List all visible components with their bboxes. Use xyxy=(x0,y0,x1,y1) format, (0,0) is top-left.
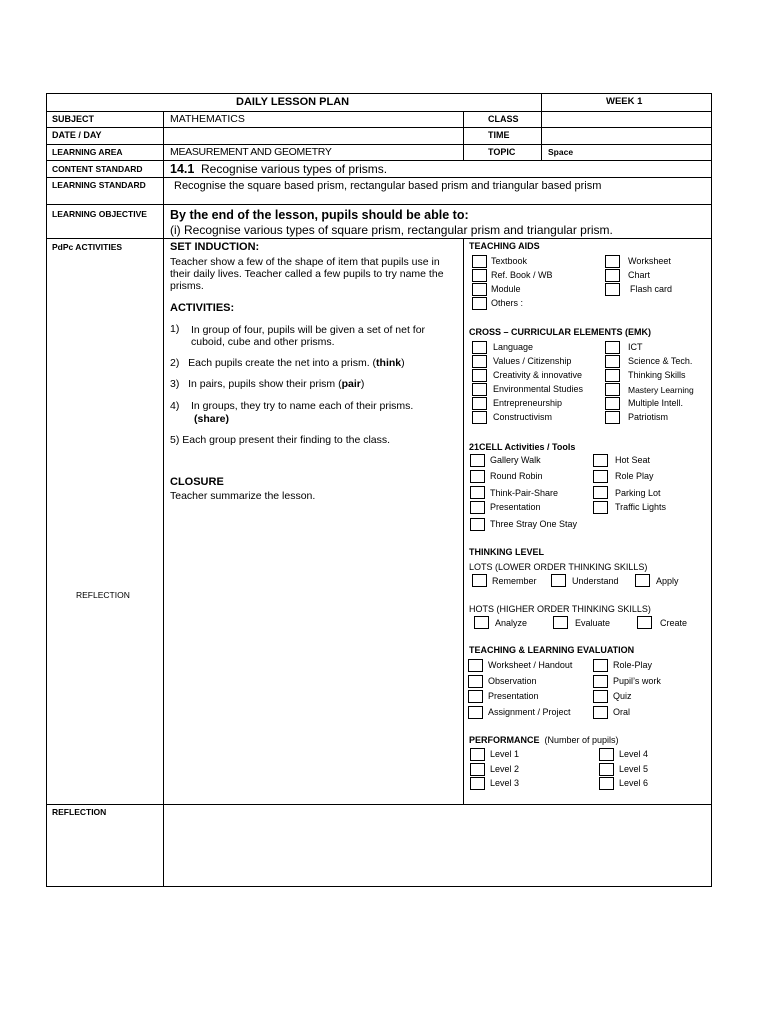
performance-level-6: Level 6 xyxy=(619,778,649,788)
learning-area-value: MEASUREMENT AND GEOMETRY xyxy=(170,146,332,158)
checkbox-thinking-skills[interactable] xyxy=(605,369,620,382)
cell21-traffic-lights: Traffic Lights xyxy=(615,502,667,512)
activities-title: ACTIVITIES: xyxy=(170,302,235,314)
emk-multiple-intell: Multiple Intell. xyxy=(628,398,684,408)
activity-1-text: In group of four, pupils will be given a set of net for cuboid, cube and other prisms. xyxy=(191,324,426,348)
date-label: DATE / DAY xyxy=(52,130,102,140)
checkbox-environmental[interactable] xyxy=(472,383,487,396)
emk-language: Language xyxy=(493,342,534,352)
reflection-side-label: REFLECTION xyxy=(76,590,130,600)
performance-heading xyxy=(469,736,619,745)
checkbox-think-pair-share[interactable] xyxy=(470,486,485,499)
performance-level-1: Level 1 xyxy=(490,749,520,759)
checkbox-oral[interactable] xyxy=(593,706,608,719)
activity-2-number: 2) xyxy=(170,357,180,369)
performance-title: PERFORMANCE xyxy=(469,735,540,745)
eval-oral: Oral xyxy=(613,707,631,717)
activity-4-text: In groups, they try to name each of their prisms. xyxy=(191,400,414,412)
class-label: CLASS xyxy=(488,114,519,124)
aid-others: Others : xyxy=(491,298,524,308)
checkbox-quiz[interactable] xyxy=(593,690,608,703)
activity-4-number: 4) xyxy=(170,400,180,412)
aid-textbook: Textbook xyxy=(491,256,528,266)
activity-2 xyxy=(170,358,405,369)
checkbox-level-3[interactable] xyxy=(470,777,485,790)
activity-5-text: 5) Each group present their finding to the class. xyxy=(170,434,391,446)
hots-analyze: Analyze xyxy=(495,618,528,628)
checkbox-gallery-walk[interactable] xyxy=(470,454,485,467)
eval-assignment: Assignment / Project xyxy=(488,707,571,717)
aid-worksheet: Worksheet xyxy=(628,256,671,266)
checkbox-traffic-lights[interactable] xyxy=(593,501,608,514)
eval-presentation: Presentation xyxy=(488,691,539,701)
checkbox-pupils-work[interactable] xyxy=(593,675,608,688)
emk-thinking-skills: Thinking Skills xyxy=(628,370,686,380)
set-induction-title: SET INDUCTION: xyxy=(170,241,260,253)
checkbox-create[interactable] xyxy=(637,616,652,629)
activity-1-number: 1) xyxy=(170,323,180,335)
eval-observation: Observation xyxy=(488,676,537,686)
activity-2-text: Each pupils create the net into a prism. ( xyxy=(188,357,377,369)
checkbox-parking-lot[interactable] xyxy=(593,486,608,499)
activity-2-end: ) xyxy=(401,357,405,369)
learning-standard-label: LEARNING STANDARD xyxy=(52,180,146,190)
performance-subtitle: (Number of pupils) xyxy=(544,735,619,745)
checkbox-entrepreneurship[interactable] xyxy=(472,397,487,410)
activity-3 xyxy=(170,379,364,390)
checkbox-remember[interactable] xyxy=(472,574,487,587)
subject-value: MATHEMATICS xyxy=(170,113,245,125)
checkbox-role-play[interactable] xyxy=(593,470,608,483)
emk-entrepreneurship: Entrepreneurship xyxy=(493,398,563,408)
emk-constructivism: Constructivism xyxy=(493,412,553,422)
checkbox-understand[interactable] xyxy=(551,574,566,587)
activity-3-bold: pair xyxy=(341,378,361,390)
eval-role-play: Role-Play xyxy=(613,660,653,670)
checkbox-flash-card[interactable] xyxy=(605,283,620,296)
checkbox-round-robin[interactable] xyxy=(470,470,485,483)
emk-mastery-learning: Mastery Learning xyxy=(628,385,694,395)
eval-worksheet-handout: Worksheet / Handout xyxy=(488,660,573,670)
checkbox-level-5[interactable] xyxy=(599,763,614,776)
lots-title: LOTS (LOWER ORDER THINKING SKILLS) xyxy=(469,562,648,572)
checkbox-module[interactable] xyxy=(472,283,487,296)
cell21-title: 21CELL Activities / Tools xyxy=(469,442,576,452)
lots-remember: Remember xyxy=(492,576,537,586)
learning-objective-label: LEARNING OBJECTIVE xyxy=(52,209,147,219)
cell21-gallery-walk: Gallery Walk xyxy=(490,455,541,465)
cell21-three-stray: Three Stray One Stay xyxy=(490,519,578,529)
checkbox-science-tech[interactable] xyxy=(605,355,620,368)
learning-standard-value: Recognise the square based prism, rectangular based prism and triangular based prism xyxy=(174,180,602,192)
cell21-think-pair-share: Think-Pair-Share xyxy=(490,488,559,498)
checkbox-evaluate[interactable] xyxy=(553,616,568,629)
checkbox-worksheet-handout[interactable] xyxy=(468,659,483,672)
checkbox-eval-role-play[interactable] xyxy=(593,659,608,672)
checkbox-mastery-learning[interactable] xyxy=(605,383,620,396)
content-standard-label: CONTENT STANDARD xyxy=(52,164,143,174)
emk-science-tech: Science & Tech. xyxy=(628,356,693,366)
checkbox-apply[interactable] xyxy=(635,574,650,587)
hots-evaluate: Evaluate xyxy=(575,618,611,628)
learning-area-label: LEARNING AREA xyxy=(52,147,123,157)
emk-creativity: Creativity & innovative xyxy=(493,370,583,380)
cell21-round-robin: Round Robin xyxy=(490,471,543,481)
content-standard-number: 14.1 xyxy=(170,162,195,176)
checkbox-patriotism[interactable] xyxy=(605,411,620,424)
topic-value: Space xyxy=(548,147,574,157)
checkbox-hot-seat[interactable] xyxy=(593,454,608,467)
checkbox-others[interactable] xyxy=(472,297,487,310)
checkbox-assignment[interactable] xyxy=(468,706,483,719)
emk-title: CROSS – CURRICULAR ELEMENTS (EMK) xyxy=(469,327,652,337)
performance-level-5: Level 5 xyxy=(619,764,649,774)
checkbox-analyze[interactable] xyxy=(474,616,489,629)
set-induction-text: Teacher show a few of the shape of item that pupils use in their daily lives. Teacher called a few pupils to try name the prisms. xyxy=(170,256,444,292)
checkbox-textbook[interactable] xyxy=(472,255,487,268)
aid-flash-card: Flash card xyxy=(630,284,673,294)
objective-line-1: By the end of the lesson, pupils should be able to: xyxy=(170,208,469,222)
checkbox-level-2[interactable] xyxy=(470,763,485,776)
emk-ict: ICT xyxy=(628,342,643,352)
checkbox-level-1[interactable] xyxy=(470,748,485,761)
activity-3-end: ) xyxy=(360,378,365,390)
eval-quiz: Quiz xyxy=(613,691,632,701)
checkbox-ref-book[interactable] xyxy=(472,269,487,282)
checkbox-worksheet[interactable] xyxy=(605,255,620,268)
emk-values: Values / Citizenship xyxy=(493,356,572,366)
emk-environmental: Environmental Studies xyxy=(493,384,584,394)
thinking-title: THINKING LEVEL xyxy=(469,547,545,557)
checkbox-language[interactable] xyxy=(472,341,487,354)
aid-chart: Chart xyxy=(628,270,651,280)
content-standard-value: Recognise various types of prisms. xyxy=(201,162,388,176)
activity-3-text: In pairs, pupils show their prism ( xyxy=(188,378,342,390)
activity-2-bold: think xyxy=(376,357,402,369)
evaluation-title: TEACHING & LEARNING EVALUATION xyxy=(469,645,635,655)
objective-line-2: (i) Recognise various types of square prism, rectangular prism and triangular prism. xyxy=(170,223,613,237)
checkbox-chart[interactable] xyxy=(605,269,620,282)
hots-title: HOTS (HIGHER ORDER THINKING SKILLS) xyxy=(469,604,651,614)
checkbox-ict[interactable] xyxy=(605,341,620,354)
week-label: WEEK 1 xyxy=(606,96,643,107)
activity-3-number: 3) xyxy=(170,378,180,390)
cell21-hot-seat: Hot Seat xyxy=(615,455,651,465)
emk-patriotism: Patriotism xyxy=(628,412,669,422)
performance-level-2: Level 2 xyxy=(490,764,520,774)
activity-4-bold: (share) xyxy=(194,413,230,425)
checkbox-multiple-intell[interactable] xyxy=(605,397,620,410)
aid-ref-book: Ref. Book / WB xyxy=(491,270,553,280)
cell21-parking-lot: Parking Lot xyxy=(615,488,661,498)
hots-create: Create xyxy=(660,618,688,628)
lots-understand: Understand xyxy=(572,576,619,586)
checkbox-eval-presentation[interactable] xyxy=(468,690,483,703)
teaching-aids-title: TEACHING AIDS xyxy=(469,241,540,251)
performance-level-3: Level 3 xyxy=(490,778,520,788)
time-label: TIME xyxy=(488,130,510,140)
checkbox-constructivism[interactable] xyxy=(472,411,487,424)
pdpc-label: PdPc ACTIVITIES xyxy=(52,242,123,252)
closure-title: CLOSURE xyxy=(170,476,224,488)
checkbox-level-6[interactable] xyxy=(599,777,614,790)
reflection-label: REFLECTION xyxy=(52,807,107,817)
performance-level-4: Level 4 xyxy=(619,749,649,759)
page-title: DAILY LESSON PLAN xyxy=(236,96,350,108)
closure-text: Teacher summarize the lesson. xyxy=(170,490,316,502)
checkbox-presentation[interactable] xyxy=(470,501,485,514)
checkbox-values[interactable] xyxy=(472,355,487,368)
eval-pupils-work: Pupil’s work xyxy=(613,676,661,686)
checkbox-observation[interactable] xyxy=(468,675,483,688)
topic-label: TOPIC xyxy=(488,147,516,157)
checkbox-three-stray[interactable] xyxy=(470,518,485,531)
aid-module: Module xyxy=(491,284,521,294)
checkbox-level-4[interactable] xyxy=(599,748,614,761)
lots-apply: Apply xyxy=(656,576,679,586)
checkbox-creativity[interactable] xyxy=(472,369,487,382)
cell21-presentation: Presentation xyxy=(490,502,541,512)
subject-label: SUBJECT xyxy=(52,114,95,124)
cell21-role-play: Role Play xyxy=(615,471,654,481)
